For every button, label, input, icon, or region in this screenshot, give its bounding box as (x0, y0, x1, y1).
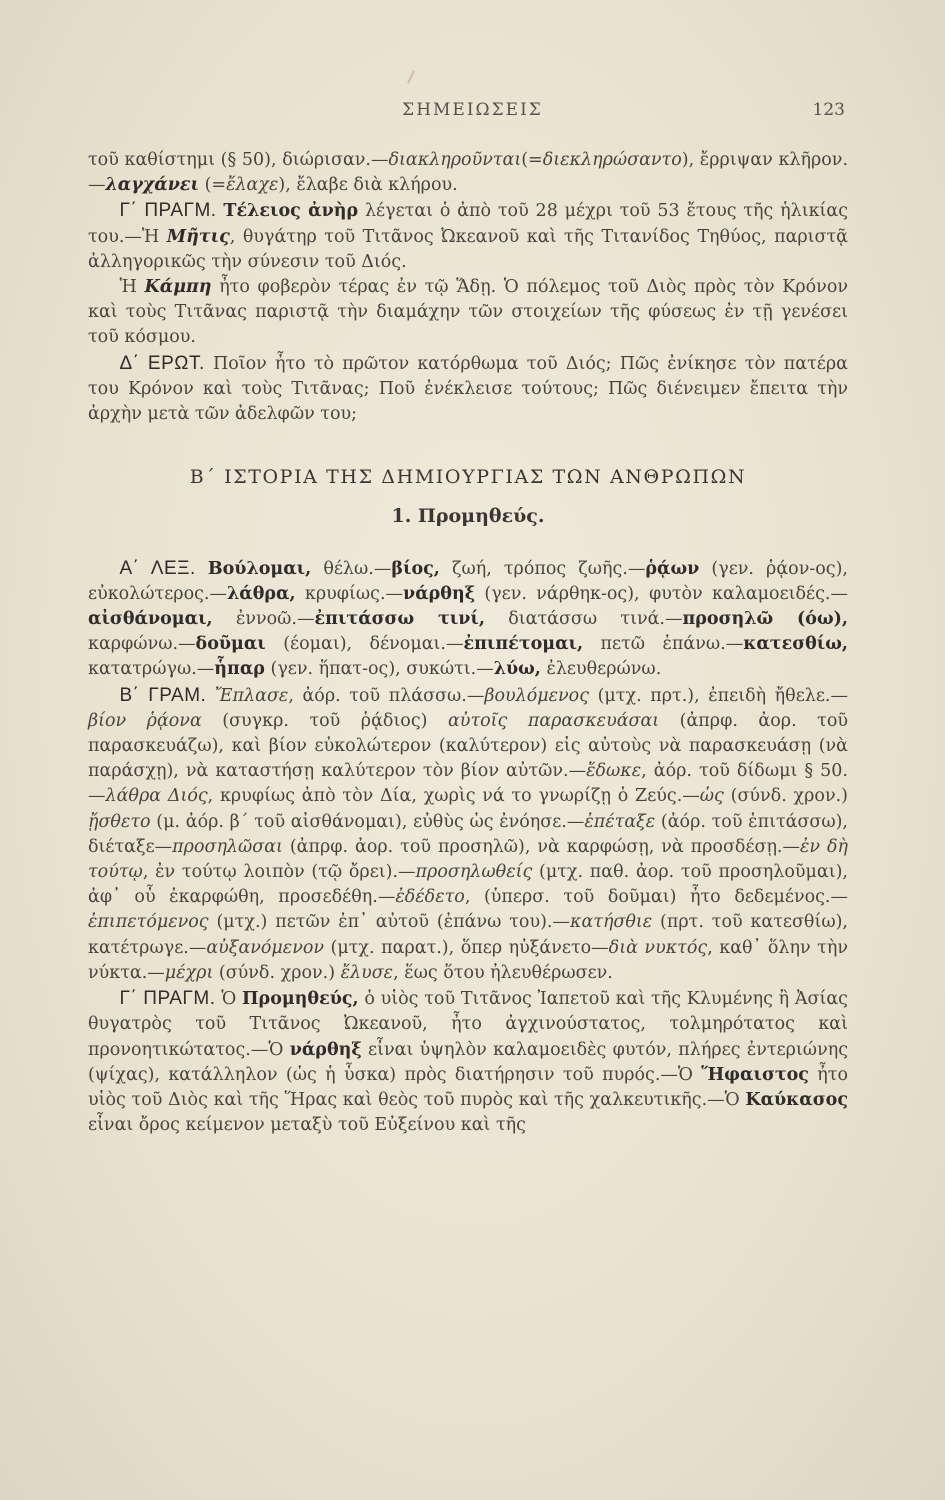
text-run: (σύνδ. χρον.) (723, 786, 848, 807)
text-run: Ὁ (221, 989, 243, 1010)
italic-term: προσηλωθείς (415, 862, 533, 883)
italic-term: ὡς (699, 786, 724, 807)
text-run: διατάσσω τινά.— (484, 609, 683, 630)
text-run: ὁ υἱὸς τοῦ Τιτᾶνος Ἰαπετοῦ καὶ τῆς Κλυμένης ἢ Ἀσίας θυγατρὸς τοῦ Τιτᾶνος Ὠκεανοῦ, ἦτο ἀγχινούστατος, τολμηρότατος καὶ προνοητικώτατος.—Ὁ (88, 989, 848, 1060)
text-run: ἦτο φοβερὸν τέρας ἐν τῷ Ἅδῃ. Ὁ πόλεμος τοῦ Διὸς πρὸς τὸν Κρόνον καὶ τοὺς Τιτᾶνας παριστᾷ τὴν διαμάχην τῶν στοιχείων τῆς φύσεως ἐν τῇ γενέσει τοῦ κόσμου. (88, 277, 848, 348)
bold-term: Βούλομαι, (207, 558, 312, 579)
italic-term: αὐξανόμενον (206, 937, 325, 958)
bold-term: Τέλειος ἀνὴρ (223, 201, 359, 222)
paragraph-gram (88, 683, 848, 986)
text-run: ), ἔλαβε διὰ κλήρου. (278, 175, 458, 196)
text-run: (= (521, 150, 543, 170)
bold-term: Καύκασος (745, 1089, 848, 1110)
italic-term: ἐπέταξε (584, 811, 656, 832)
italic-term: κατήσθιε (569, 912, 653, 933)
italic-term: ᾔσθετο (88, 811, 151, 832)
italic-term: ἐπιπετόμενος (88, 912, 209, 933)
bold-term: ἐπιτάσσω τινί, (314, 609, 485, 630)
text-run: , (ὑπερσ. τοῦ δοῦμαι) ἦτο δεδεμένος.— (464, 887, 848, 908)
italic-term: Μῆτις (166, 226, 230, 247)
text-run: (μτχ. παθ. ἀορ. τοῦ προσηλοῦμαι), ἀφ᾽ οὗ ἐκαρφώθη, προσεδέθη.— (88, 862, 848, 908)
text-run: (= (199, 175, 227, 196)
bold-term: λύω, (493, 659, 541, 680)
text-run: Ποῖον ἦτο τὸ πρῶτον κατόρθωμα τοῦ Διός; Πῶς ἐνίκησε τὸν πατέρα του Κρόνον καὶ τοὺς Τιτᾶνας; Ποῦ ἐνέκλεισε τούτους; Πῶς διένειμεν ἔπειτα τὴν ἀρχὴν μετὰ τῶν ἀδελφῶν του; (88, 353, 848, 425)
bold-term: κατεσθίω, (743, 634, 849, 655)
chapter-title: 1. Προμηθεύς. (391, 505, 545, 528)
section-label: Β΄ ΓΡΑΜ. (119, 684, 207, 706)
text-run: λέγεται ὁ ἀπὸ τοῦ 28 μέχρι τοῦ 53 ἔτους τῆς ἡλικίας του.—Ἡ (88, 201, 848, 247)
text-run: (έομαι), δένομαι.— (265, 634, 464, 655)
text-run: (γεν. νάρθηκ-ος), φυτὸν καλαμοειδές.— (475, 583, 848, 604)
italic-term: λαγχάνει (105, 175, 200, 196)
section-label: Γ΄ ΠΡΑΓΜ. (119, 988, 216, 1010)
italic-term: Ἔπλασε (214, 685, 289, 706)
text-run: κρυφίως.— (295, 583, 404, 604)
italic-term: βουλόμενος (484, 685, 590, 706)
text-run: (μτχ. πρτ.), ἐπειδὴ ἤθελε.— (589, 685, 848, 706)
text-run: εἶναι ὄρος κείμενον μεταξὺ τοῦ Εὐξείνου καὶ τῆς (88, 1115, 526, 1136)
text-run: , καθ᾽ ὅλην τὴν νύκτα.— (88, 937, 848, 983)
text-run: (μτχ.) πετῶν ἐπ᾽ αὐτοῦ (ἐπάνω του).— (208, 912, 570, 933)
italic-term: μέχρι (164, 962, 214, 983)
paragraph-pragm (88, 198, 848, 275)
text-run: , θυγάτηρ τοῦ Τιτᾶνος Ὠκεανοῦ καὶ τῆς Τιτανίδος Τηθύος, παριστᾷ ἀλληγορικῶς τὴν σύνεσιν τοῦ Διός. (88, 226, 848, 272)
text-run: (μτχ. παρατ.), ὅπερ ηὐξάνετο— (324, 937, 609, 958)
paragraph-lex (88, 556, 848, 683)
italic-term: ἔλαχε (226, 175, 279, 196)
text-run: καρφώνω.— (88, 634, 196, 655)
italic-term: ἐν δὴ τούτῳ (88, 836, 848, 883)
paragraph-kampe (88, 275, 848, 351)
paragraph-continuation (88, 148, 848, 198)
text-run: πετῶ ἐπάνω.— (583, 634, 744, 655)
text-run: (γεν. ῥᾴον-ος), εὐκολώτερος.— (88, 558, 848, 604)
italic-term: ἔδωκε (586, 761, 642, 782)
text-run: , κρυφίως ἀπὸ τὸν Δία, χωρὶς νά το γνωρίζῃ ὁ Ζεύς.— (207, 786, 700, 807)
page-number: 123 (812, 100, 845, 120)
text-run: (μ. ἀόρ. β΄ τοῦ αἰσθάνομαι), εὐθὺς ὡς ἐνόησε.— (150, 811, 585, 832)
italic-term: διεκληρώσαντο (542, 150, 682, 170)
text-run: κατατρώγω.— (88, 659, 215, 680)
bold-term: Προμηθεύς, (242, 989, 359, 1010)
running-head (0, 100, 945, 130)
italic-term: λάθρα Διός (105, 786, 208, 807)
text-run: (πρτ. τοῦ κατεσθίω), κατέτρωγε.— (88, 912, 848, 958)
bold-term: ῥᾴων (645, 558, 700, 579)
text-run: εἶναι ὑψηλὸν καλαμοειδὲς φυτόν, πλήρες ἐντεριώνης (ψίχας), κατάλληλον (ὡς ἡ ὗσκα) πρὸς διατήρησιν τοῦ πυρός.—Ὁ (88, 1039, 848, 1085)
bold-term: προσηλῶ (όω), (682, 609, 848, 630)
text-run: , ἐν τούτῳ λοιπὸν (τῷ ὄρει).— (142, 862, 416, 883)
italic-term: αὐτοῖς παρασκευάσαι (447, 710, 660, 731)
text-run: ἦτο υἱὸς τοῦ Διὸς καὶ τῆς Ἥρας καὶ θεὸς τοῦ πυρὸς καὶ τῆς χαλκευτικῆς.—Ὁ (88, 1064, 848, 1110)
italic-term: διακληροῦνται (388, 150, 522, 170)
section-title: Β΄ ΙΣΤΟΡΙΑ ΤΗΣ ΔΗΜΙΟΥΡΓΙΑΣ ΤΩΝ ΑΝΘΡΩΠΩΝ (189, 466, 747, 489)
italic-term: βίον ῥᾴονα (88, 710, 202, 731)
bold-term: Ἥφαιστος (701, 1064, 809, 1085)
bold-term: νάρθηξ (289, 1039, 362, 1060)
bold-term: ἧπαρ (214, 659, 265, 680)
text-run: ἐννοῶ.— (212, 609, 315, 630)
bold-term: αἰσθάνομαι, (88, 609, 213, 630)
paragraph-erot (88, 351, 848, 428)
italic-term: ἐδέδετο (395, 887, 465, 908)
text-run: τοῦ καθίστημι (§ 50), διώρισαν.— (88, 150, 389, 170)
italic-term: διὰ νυκτός (608, 937, 708, 958)
text-run: , ἀόρ. τοῦ δίδωμι § 50.— (88, 761, 848, 807)
text-run: (συγκρ. τοῦ ῥᾴδιος) (201, 710, 448, 731)
text-run: ἐλευθερώνω. (540, 659, 662, 680)
text-run: (ἀπρφ. ἀορ. τοῦ παρασκευάζω), καὶ βίον εὐκολώτερον (καλύτερον) εἰς αὐτοὺς νὰ παρασκευάσῃ (νὰ παράσχῃ), νὰ καταστήσῃ καλύτερον τὸν βίον αὐτῶν.— (88, 710, 848, 782)
text-run: (ἀπρφ. ἀορ. τοῦ προσηλῶ), νὰ καρφώσῃ, νὰ προσδέσῃ.— (282, 836, 800, 857)
paragraph-pragm-prometheus (88, 986, 848, 1138)
italic-term: ἔλυσε (340, 962, 394, 983)
text-run: , ἀόρ. τοῦ πλάσσω.— (288, 685, 485, 706)
text-run: , ἕως ὅτου ἠλευθέρωσεν. (393, 962, 613, 983)
text-run: (ἀόρ. τοῦ ἐπιτάσσω), διέταξε— (88, 811, 848, 857)
text-run: ζωή, τρόπος ζωῆς.— (439, 558, 646, 579)
section-label: Α΄ ΛΕΞ. (119, 557, 196, 579)
bold-term: νάρθηξ (403, 583, 476, 604)
bold-term: βίος, (391, 558, 440, 579)
text-run: θέλω.— (311, 558, 392, 579)
text-run: (σύνδ. χρον.) (213, 962, 341, 983)
notes-body (88, 148, 848, 1138)
running-title: ΣΗΜΕΙΩΣΕΙΣ (402, 100, 543, 120)
section-label: Δ΄ ΕΡΩΤ. (119, 352, 205, 374)
bold-term: δοῦμαι (195, 634, 266, 655)
section-label: Γ΄ ΠΡΑΓΜ. (119, 200, 217, 222)
text-run: (γεν. ἥπατ-ος), συκώτι.— (264, 659, 494, 680)
text-run: Ἡ (119, 277, 145, 298)
italic-term: προσηλῶσαι (172, 836, 283, 857)
bold-term: ἐπιπέτομαι, (463, 634, 584, 655)
bold-term: λάθρα, (226, 583, 296, 604)
pencil-mark (407, 70, 415, 84)
italic-term: Κάμπη (144, 277, 212, 298)
text-run: ), ἔρριψαν κλῆρον.— (88, 150, 849, 196)
